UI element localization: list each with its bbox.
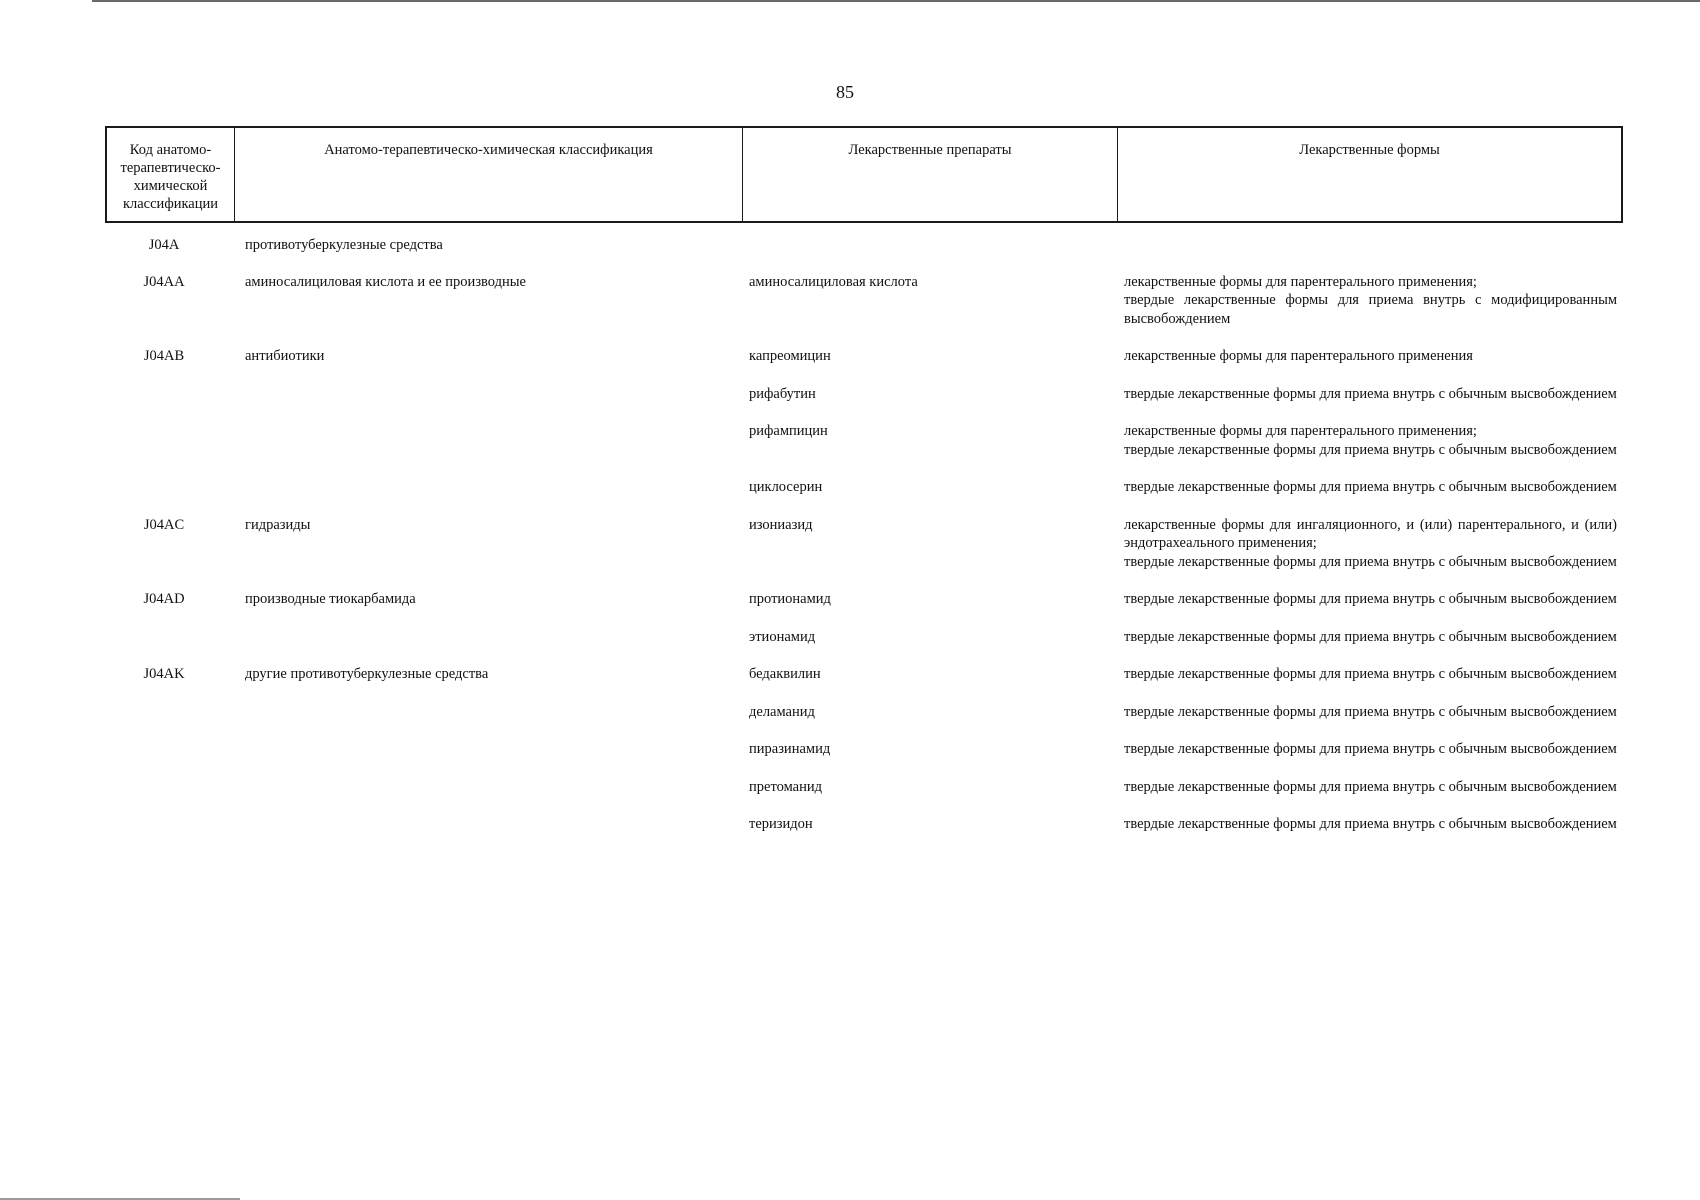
table-row <box>105 347 1623 366</box>
drug-name: циклосерин <box>749 479 823 495</box>
dosage-forms <box>1116 740 1619 759</box>
dosage-forms <box>1116 516 1619 572</box>
atc-classification: противотуберкулезные средства <box>245 237 443 253</box>
dosage-form: лекарственные формы для ингаляционного, и (или) парентерального, и (или) эндотрахеального применения; <box>1124 516 1617 551</box>
atc-code <box>105 385 233 404</box>
dosage-forms <box>1116 385 1619 404</box>
table-row <box>105 516 1623 572</box>
atc-code: J04AK <box>143 666 185 682</box>
drug-name: протионамид <box>749 591 831 607</box>
dosage-form: твердые лекарственные формы для приема внутрь с обычным высвобождением <box>1124 479 1617 495</box>
dosage-form: лекарственные формы для парентерального применения <box>1124 348 1473 364</box>
atc-code <box>105 703 233 722</box>
dosage-form: твердые лекарственные формы для приема внутрь с обычным высвобождением <box>1124 441 1617 458</box>
dosage-forms <box>1116 347 1619 366</box>
atc-code <box>105 740 233 759</box>
dosage-form: твердые лекарственные формы для приема внутрь с обычным высвобождением <box>1124 778 1617 795</box>
table-row <box>105 703 1623 722</box>
drug-name: этионамид <box>749 628 816 645</box>
header-drugs: Лекарственные препараты <box>743 128 1118 221</box>
dosage-form: твердые лекарственные формы для приема внутрь с обычным высвобождением <box>1124 666 1617 682</box>
drug-name: пиразинамид <box>749 741 831 757</box>
atc-classification: производные тиокарбамида <box>245 591 416 607</box>
table-header <box>105 126 1623 223</box>
atc-classification <box>233 422 741 459</box>
header-code: Код анатомо-терапевтическо-химической классификации <box>107 128 235 221</box>
table-row <box>105 740 1623 759</box>
dosage-forms <box>1116 815 1619 834</box>
table-body <box>105 236 1623 834</box>
table-row <box>105 590 1623 609</box>
drug-name: теризидон <box>749 816 813 832</box>
atc-classification <box>233 703 741 722</box>
atc-classification <box>233 628 741 647</box>
atc-code <box>105 628 233 647</box>
atc-classification <box>233 778 741 797</box>
top-rule <box>92 0 1700 2</box>
dosage-forms <box>1116 665 1619 684</box>
dosage-forms <box>1116 478 1619 497</box>
atc-code: J04AD <box>143 591 185 607</box>
atc-classification: другие противотуберкулезные средства <box>245 666 489 682</box>
atc-classification: аминосалициловая кислота и ее производные <box>245 273 526 290</box>
atc-code <box>105 778 233 797</box>
dosage-form: твердые лекарственные формы для приема внутрь с обычным высвобождением <box>1124 591 1617 607</box>
atc-code: J04A <box>148 237 180 253</box>
table-row <box>105 778 1623 797</box>
dosage-form: твердые лекарственные формы для приема внутрь с обычным высвобождением <box>1124 385 1617 402</box>
atc-code <box>105 478 233 497</box>
dosage-forms <box>1116 778 1619 797</box>
dosage-forms <box>1116 703 1619 722</box>
drug-name: деламанид <box>749 703 815 720</box>
dosage-form: твердые лекарственные формы для приема внутрь с обычным высвобождением <box>1124 703 1617 720</box>
drug-name: аминосалициловая кислота <box>749 273 918 290</box>
dosage-form: твердые лекарственные формы для приема внутрь с модифицированным высвобождением <box>1124 292 1617 327</box>
table-row <box>105 815 1623 834</box>
drug-name: изониазид <box>749 516 813 533</box>
atc-classification <box>233 478 741 497</box>
dosage-forms <box>1116 628 1619 647</box>
atc-classification <box>233 385 741 404</box>
atc-code <box>105 422 233 459</box>
header-forms: Лекарственные формы <box>1299 142 1440 158</box>
table-row <box>105 628 1623 647</box>
header-classification: Анатомо-терапевтическо-химическая классификация <box>235 128 743 221</box>
dosage-form: твердые лекарственные формы для приема внутрь с обычным высвобождением <box>1124 816 1617 832</box>
dosage-form: твердые лекарственные формы для приема внутрь с обычным высвобождением <box>1124 741 1617 757</box>
table-row <box>105 665 1623 684</box>
table-row <box>105 385 1623 404</box>
atc-code: J04AA <box>143 273 185 290</box>
table-row <box>105 478 1623 497</box>
dosage-form: твердые лекарственные формы для приема внутрь с обычным высвобождением <box>1124 553 1617 570</box>
dosage-forms <box>1116 422 1619 459</box>
table-row <box>105 422 1623 459</box>
drug-name: рифабутин <box>749 385 816 402</box>
atc-code <box>105 815 233 834</box>
dosage-form: лекарственные формы для парентерального применения; <box>1124 423 1477 439</box>
atc-code: J04AC <box>143 516 185 533</box>
atc-classification: антибиотики <box>245 348 325 364</box>
drug-name: капреомицин <box>749 348 831 364</box>
dosage-forms <box>1116 590 1619 609</box>
dosage-form: твердые лекарственные формы для приема внутрь с обычным высвобождением <box>1124 628 1617 645</box>
dosage-forms <box>1116 273 1619 329</box>
drug-name: бедаквилин <box>749 666 821 682</box>
table-row <box>105 236 1623 255</box>
drug-name <box>741 236 1116 255</box>
atc-code: J04AB <box>143 348 185 364</box>
table-row <box>105 273 1623 329</box>
atc-classification <box>233 740 741 759</box>
dosage-forms <box>1116 236 1619 255</box>
drug-name: претоманид <box>749 778 822 795</box>
dosage-form: лекарственные формы для парентерального применения; <box>1124 273 1477 290</box>
drug-name: рифампицин <box>749 423 828 439</box>
atc-classification: гидразиды <box>245 516 311 533</box>
atc-classification <box>233 815 741 834</box>
page-number: 85 <box>836 82 854 102</box>
